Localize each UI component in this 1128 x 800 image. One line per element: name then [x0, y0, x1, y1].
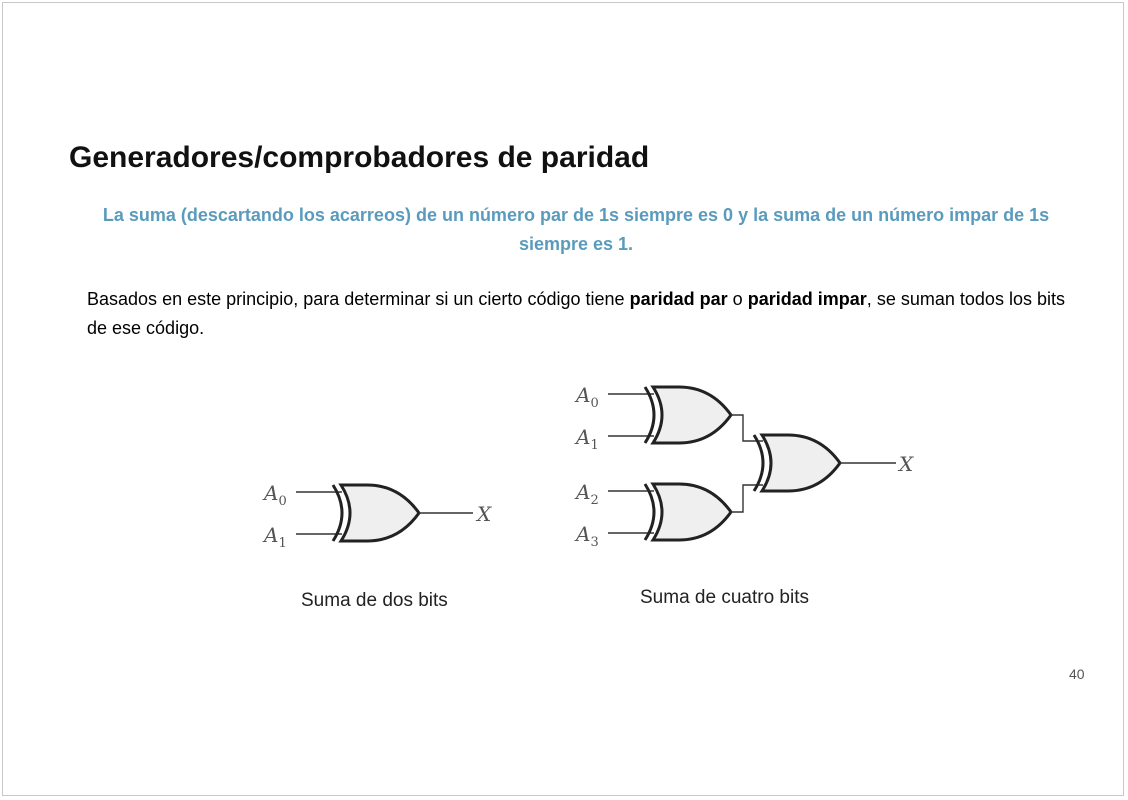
input-label-two-1: $A_1$	[264, 523, 287, 551]
output-label-two: X	[477, 502, 492, 526]
input-label-four-1: $A_1$	[576, 425, 599, 453]
output-label-four: X	[899, 452, 914, 476]
xor-gate-four-bit-bottom	[608, 484, 731, 540]
body-text-1: Basados en este principio, para determinar si un cierto código tiene	[87, 289, 630, 309]
odd-parity-term: paridad impar	[747, 289, 867, 309]
xor-gate-four-bit-top	[608, 387, 731, 443]
even-parity-term: paridad par	[629, 289, 728, 309]
input-label-four-3: $A_3$	[576, 522, 599, 550]
principle-statement: La suma (descartando los acarreos) de un número par de 1s siempre es 0 y la suma de un número impar de 1s siempre es 1.	[102, 205, 1050, 254]
body-text-2: o	[727, 289, 748, 309]
caption-four-bits: Suma de cuatro bits	[640, 587, 809, 608]
input-label-four-0: $A_0$	[576, 383, 599, 411]
body-text-3: , se suman todos los bits de ese código.	[87, 289, 1066, 338]
input-label-four-2: $A_2$	[576, 480, 599, 508]
input-label-two-0: $A_0$	[264, 481, 287, 509]
slide-title: Generadores/comprobadores de paridad	[69, 141, 650, 174]
xor-gate-two-bit	[296, 485, 473, 541]
xor-gate-four-bit-output	[731, 415, 896, 512]
page-number: 40	[1069, 666, 1085, 682]
caption-two-bits: Suma de dos bits	[301, 590, 448, 611]
